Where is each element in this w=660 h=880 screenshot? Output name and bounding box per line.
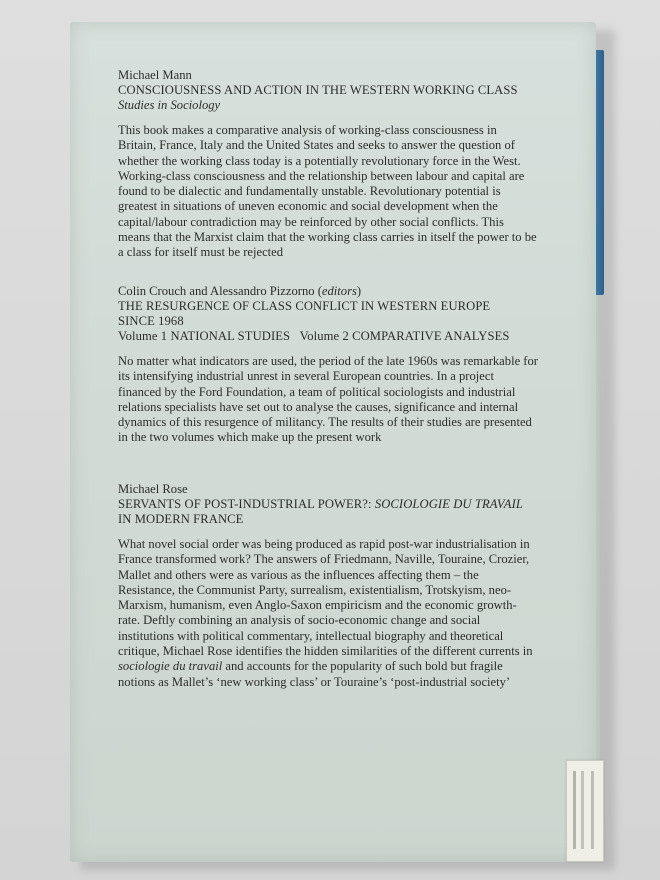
entry-title: CONSCIOUSNESS AND ACTION IN THE WESTERN WORKING CLASS [118,83,518,97]
entry-author: Michael Rose [118,482,188,496]
entry-author: Colin Crouch and Alessandro Pizzorno (editors) [118,284,362,298]
entry-author: Michael Mann [118,68,192,82]
entry-title-line2: SINCE 1968 [118,314,184,328]
entry-description-part1: What novel social order was being produced as rapid post-war industrialisation in France transformed work? The answers of Friedmann, Naville, Touraine, Crozier, Mallet and others were as various as the influences affecting them – the Resistance, the Communist Party, surrealism, existentialism, Trotskyism, neo-Marxism, humanism, even Anglo-Saxon empiricism and the economic growth-rate. Deftly combining an analysis of socio-economic change and social institutions with political commentary, intellectual biography and theoretical critique, Michael Rose identifies the hidden similarities of the different currents in [118,537,533,659]
entry-description: This book makes a comparative analysis of working-class consciousness in Britain, France, Italy and the United States and seeks to answer the question of whether the working class today is a potentially revolutionary force in the West. Working-class consciousness and the relationship between labour and capital are found to be dialectic and fundamentally unstable. Revolutionary potential is greatest in situations of uneven economic and social development when the capital/labour contradiction may be reinforced by other social conflicts. This means that the Marxist claim that the working class carries in itself the power to be a class for itself must be rejected [118,123,537,260]
entry-title-line1: THE RESURGENCE OF CLASS CONFLICT IN WESTERN EUROPE [118,299,491,313]
entry-description-part2: and accounts for the popularity of such bold but fragile notions as Mallet’s ‘new working class’ or Touraine’s ‘post-industrial society’ [118,659,511,689]
entry-volumes: Volume 1 NATIONAL STUDIES Volume 2 COMPARATIVE ANALYSES [118,329,510,343]
book-entry-mann [118,68,538,261]
entry-title [118,497,538,527]
tag-stripe [573,771,576,849]
entry-author-names: Colin Crouch and Alessandro Pizzorno [118,284,315,298]
entry-author-role: editors [321,284,357,298]
library-tag [566,760,604,862]
entry-title-part1: SERVANTS OF POST-INDUSTRIAL POWER?: [118,497,375,511]
tag-stripe [591,771,594,849]
entry-description [118,537,538,690]
entry-title-part2: IN MODERN FRANCE [118,512,244,526]
tag-stripe [581,771,584,849]
entry-description: No matter what indicators are used, the period of the late 1960s was remarkable for its intensifying industrial unrest in several European countries. In a project financed by the Ford Foundation, a team of political sociologists and industrial relations specialists have set out to analyse the causes, significance and internal dynamics of this resurgence of militancy. The results of their studies are presented in the two volumes which make up the present work [118,354,538,445]
entry-description-italic: sociologie du travail [118,659,223,674]
book-entry-rose [118,482,538,690]
entry-title-italic: SOCIOLOGIE DU TRAVAIL [374,497,523,511]
entry-series: Studies in Sociology [118,98,221,112]
book-entry-crouch-pizzorno [118,284,538,446]
